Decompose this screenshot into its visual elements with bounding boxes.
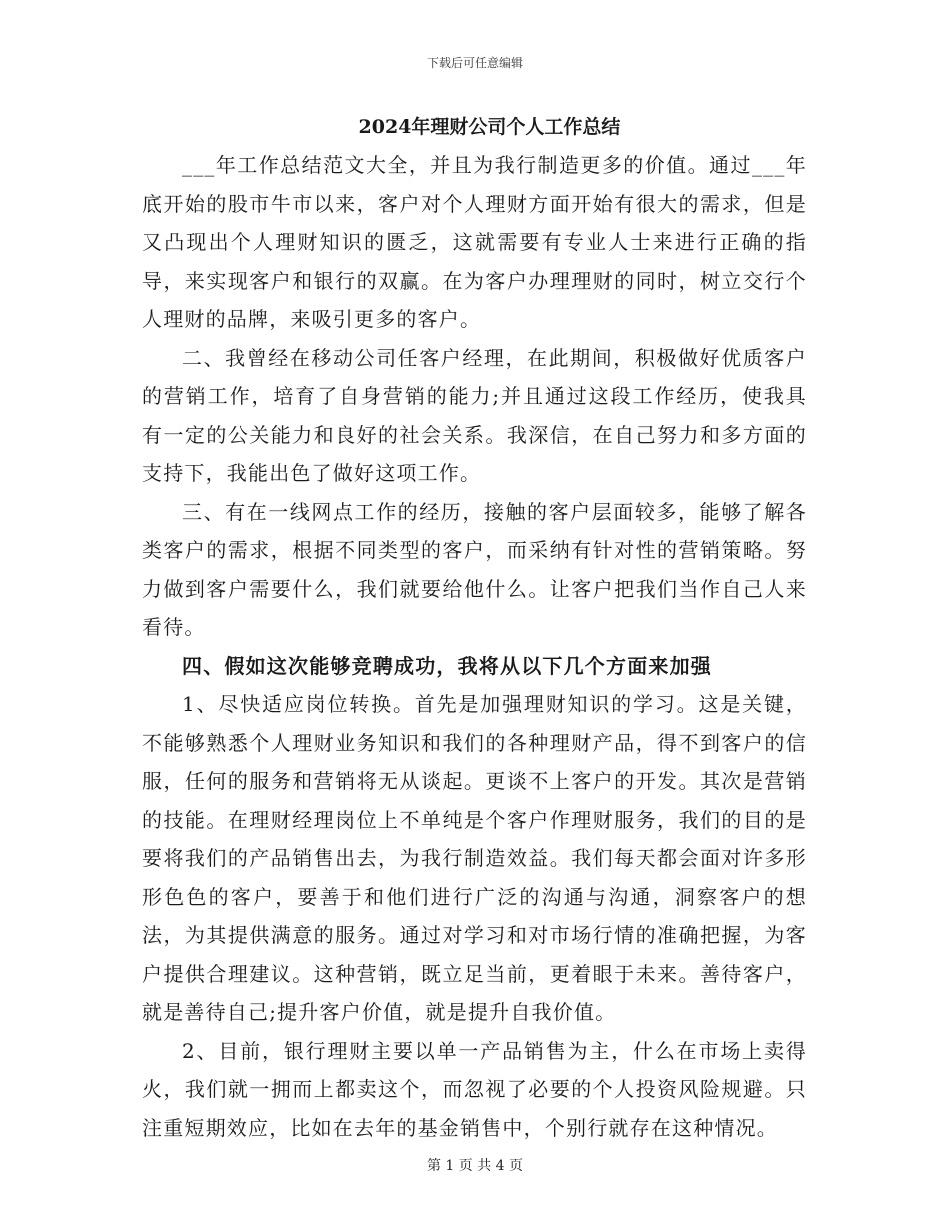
paragraph-item-one: 1、尽快适应岗位转换。首先是加强理财知识的学习。这是关键，不能够熟悉个人理财业务知识和我们的各种理财产品，得不到客户的信服，任何的服务和营销将无从谈起。更谈不上客户的开发。其次是营销的技能。在理财经理岗位上不单纯是个客户作理财服务，我们的目的是要将我们的产品销售出去，为我行制造效益。我们每天都会面对许多形形色色的客户，要善于和他们进行广泛的沟通与沟通，洞察客户的想法，为其提供满意的服务。通过对学习和对市场行情的准确把握，为客户提供合理建议。这种营销，既立足当前，更着眼于未来。善待客户，就是善待自己;提升客户价值，就是提升自我价值。 bbox=[142, 692, 807, 1024]
document-body bbox=[142, 108, 807, 1147]
paragraph-intro: ___年工作总结范文大全，并且为我行制造更多的价值。通过___年底开始的股市牛市以来，客户对个人理财方面开始有很大的需求，但是又凸现出个人理财知识的匮乏，这就需要有专业人士来进行正确的指导，来实现客户和银行的双赢。在为客户办理理财的同时，树立交行个人理财的品牌，来吸引更多的客户。 bbox=[142, 153, 807, 331]
document-title: 2024年理财公司个人工作总结 bbox=[358, 116, 621, 138]
paragraph-item-two: 2、目前，银行理财主要以单一产品销售为主，什么在市场上卖得火，我们就一拥而上都卖这个，而忽视了必要的个人投资风险规避。只注重短期效应，比如在去年的基金销售中，个别行就存在这种情况。 bbox=[142, 1038, 807, 1140]
page-footer: 第 1 页 共 4 页 bbox=[426, 1158, 524, 1174]
section-heading-four: 四、假如这次能够竞聘成功，我将从以下几个方面来加强 bbox=[182, 653, 712, 678]
header-note: 下载后可任意编辑 bbox=[426, 56, 523, 70]
paragraph-section-three: 三、有在一线网点工作的经历，接触的客户层面较多，能够了解各类客户的需求，根据不同类型的客户，而采纳有针对性的营销策略。努力做到客户需要什么，我们就要给他什么。让客户把我们当作自己人来看待。 bbox=[142, 499, 807, 639]
paragraph-section-two: 二、我曾经在移动公司任客户经理，在此期间，积极做好优质客户的营销工作，培育了自身营销的能力;并且通过这段工作经历，使我具有一定的公关能力和良好的社会关系。我深信，在自己努力和多方面的支持下，我能出色了做好这项工作。 bbox=[142, 345, 807, 485]
